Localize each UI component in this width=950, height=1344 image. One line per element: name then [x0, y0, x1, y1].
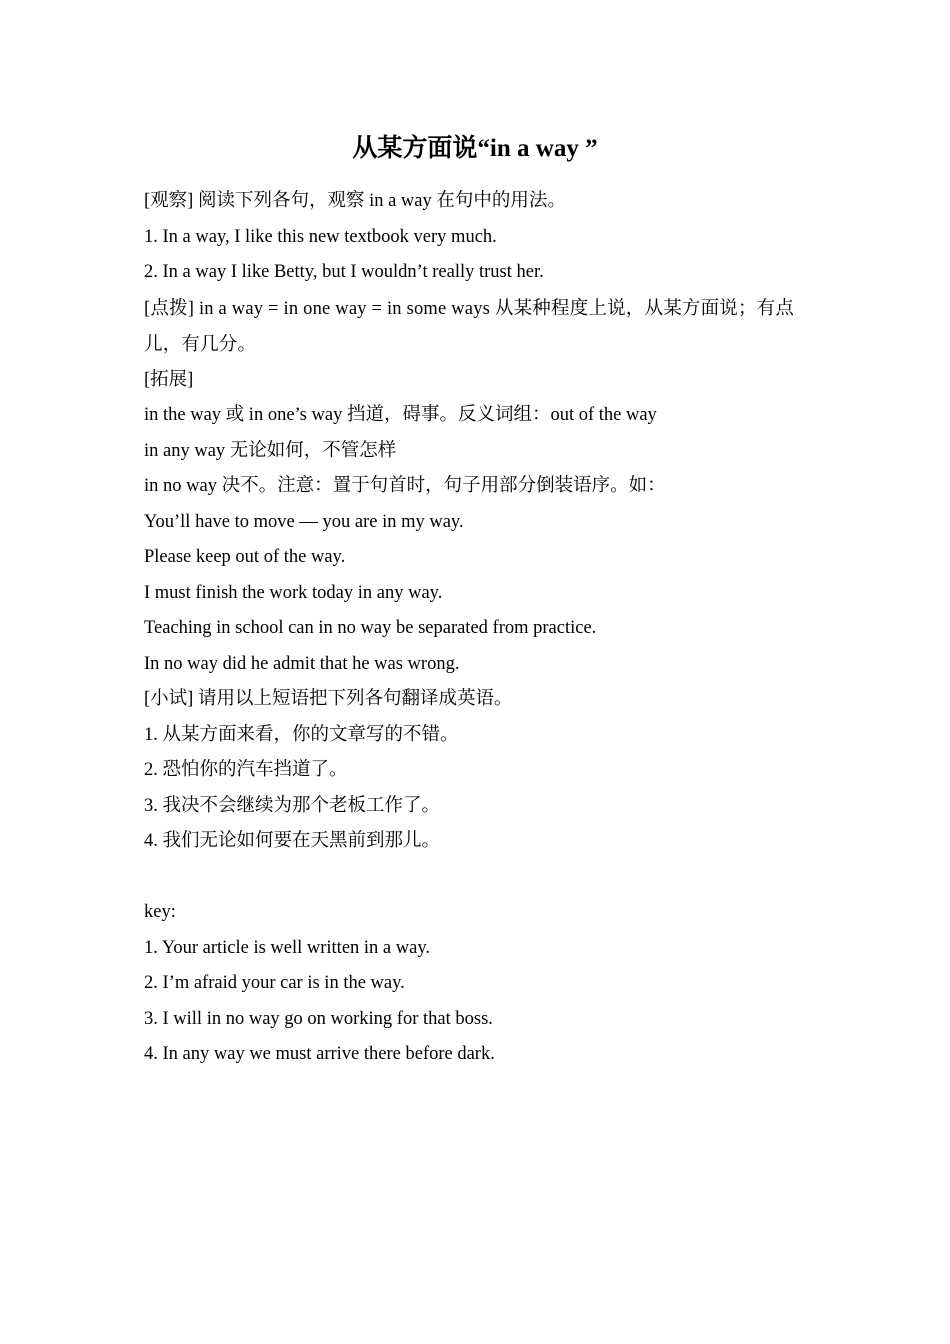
- blank-line: [144, 860, 814, 896]
- observe-heading: [观察] 阅读下列各句，观察 in a way 在句中的用法。: [144, 191, 566, 211]
- extend-item: in no way 决不。注意：置于句首时，句子用部分倒装语序。如：: [144, 476, 666, 496]
- extend-item: in the way 或 in one’s way 挡道，碍事。反义词组：out of the way: [144, 405, 657, 425]
- extend-example: I must finish the work today in any way.: [144, 582, 443, 603]
- key-answer: 3. I will in no way go on working for that boss.: [144, 1008, 493, 1029]
- observe-sentence: 2. In a way I like Betty, but I wouldn’t really trust her.: [144, 262, 544, 282]
- extend-example: In no way did he admit that he was wrong.: [144, 653, 460, 674]
- exercise-item: 3. 我决不会继续为那个老板工作了。: [144, 795, 441, 816]
- key-answer: 1. Your article is well written in a way.: [144, 937, 431, 958]
- extend-example: You’ll have to move — you are in my way.: [144, 511, 464, 532]
- exercise-item: 2. 恐怕你的汽车挡道了。: [144, 760, 348, 780]
- exercise-item: 1. 从某方面来看，你的文章写的不错。: [144, 724, 459, 745]
- extend-example: Please keep out of the way.: [144, 547, 346, 567]
- extend-item: in any way 无论如何，不管怎样: [144, 440, 397, 461]
- exercise-item: 4. 我们无论如何要在天黑前到那儿。: [144, 831, 441, 851]
- key-answer: 4. In any way we must arrive there before dark.: [144, 1044, 495, 1064]
- document-title: 从某方面说“in a way ”: [352, 135, 598, 162]
- document-body: [144, 184, 814, 1073]
- tip-paragraph: [点拨] in a way = in one way = in some ways 从某种程度上说，从某方面说；有点儿，有几分。: [144, 298, 795, 355]
- key-answer: 2. I’m afraid your car is in the way.: [144, 973, 405, 993]
- key-heading: key:: [144, 902, 176, 922]
- observe-sentence: 1. In a way, I like this new textbook very much.: [144, 226, 497, 247]
- extend-example: Teaching in school can in no way be separated from practice.: [144, 618, 597, 638]
- exercise-heading: [小试] 请用以上短语把下列各句翻译成英语。: [144, 689, 513, 709]
- extend-heading: [拓展]: [144, 369, 194, 390]
